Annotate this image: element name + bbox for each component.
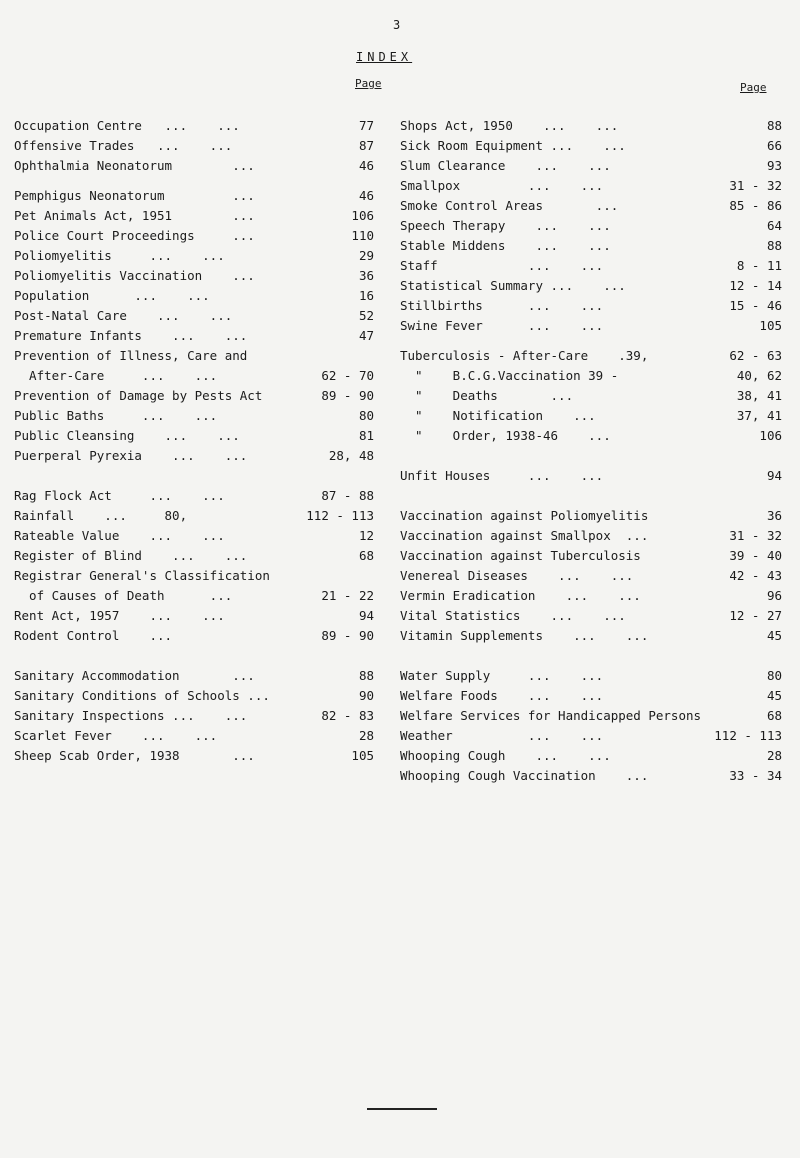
entry-page: 87 xyxy=(358,138,374,153)
entry-text: Offensive Trades ... ... xyxy=(14,138,233,153)
index-entry xyxy=(400,428,782,444)
entry-text: Vaccination against Poliomyelitis xyxy=(400,508,649,523)
index-entry xyxy=(400,198,782,214)
entry-text: Whooping Cough ... ... xyxy=(400,748,611,763)
index-entry xyxy=(14,388,374,404)
entry-page: 80 xyxy=(358,408,374,423)
entry-page: 52 xyxy=(358,308,374,323)
entry-page: 106 xyxy=(351,208,374,223)
entry-page: 94 xyxy=(766,468,782,483)
entry-page: 64 xyxy=(766,218,782,233)
index-entry xyxy=(14,748,374,764)
entry-page: 40, 62 xyxy=(736,368,782,383)
entry-page: 62 - 63 xyxy=(729,348,782,363)
index-entry xyxy=(400,468,782,484)
index-entry xyxy=(14,608,374,624)
index-entry xyxy=(14,308,374,324)
entry-text: Slum Clearance ... ... xyxy=(400,158,611,173)
index-entry xyxy=(14,628,374,644)
entry-page: 94 xyxy=(358,608,374,623)
entry-text: Rainfall ... 80, xyxy=(14,508,188,523)
entry-text: Venereal Diseases ... ... xyxy=(400,568,634,583)
entry-page: 39 - 40 xyxy=(729,548,782,563)
entry-page: 62 - 70 xyxy=(321,368,374,383)
entry-page: 88 xyxy=(766,238,782,253)
entry-text: Police Court Proceedings ... xyxy=(14,228,255,243)
index-entry xyxy=(14,708,374,724)
index-entry xyxy=(400,728,782,744)
entry-page: 36 xyxy=(358,268,374,283)
index-entry xyxy=(400,768,782,784)
entry-page: 21 - 22 xyxy=(321,588,374,603)
entry-text: Public Baths ... ... xyxy=(14,408,218,423)
index-entry xyxy=(14,528,374,544)
entry-text: Pemphigus Neonatorum ... xyxy=(14,188,255,203)
entry-page: 68 xyxy=(766,708,782,723)
entry-text: Stable Middens ... ... xyxy=(400,238,611,253)
entry-text: Welfare Services for Handicapped Persons xyxy=(400,708,702,723)
entry-text: Occupation Centre ... ... xyxy=(14,118,240,133)
entry-page: 105 xyxy=(351,748,374,763)
entry-page: 12 - 27 xyxy=(729,608,782,623)
index-entry xyxy=(400,318,782,334)
index-entry xyxy=(14,488,374,504)
entry-text: Rateable Value ... ... xyxy=(14,528,225,543)
index-entry xyxy=(14,118,374,134)
page-number: 3 xyxy=(393,18,401,32)
entry-text: Welfare Foods ... ... xyxy=(400,688,604,703)
entry-text: Premature Infants ... ... xyxy=(14,328,248,343)
entry-text: Vaccination against Tuberculosis xyxy=(400,548,641,563)
index-entry xyxy=(400,298,782,314)
entry-text: Public Cleansing ... ... xyxy=(14,428,240,443)
entry-page: 81 xyxy=(358,428,374,443)
entry-text: Weather ... ... xyxy=(400,728,604,743)
index-entry xyxy=(14,428,374,444)
index-entry xyxy=(14,508,374,524)
index-entry xyxy=(400,668,782,684)
entry-text: Prevention of Damage by Pests Act xyxy=(14,388,263,403)
entry-text: Tuberculosis - After-Care .39, xyxy=(400,348,649,363)
entry-text: " B.C.G.Vaccination 39 - xyxy=(400,368,619,383)
index-entry xyxy=(400,528,782,544)
index-entry xyxy=(14,688,374,704)
index-entry xyxy=(14,548,374,564)
entry-page: 47 xyxy=(358,328,374,343)
entry-text: Swine Fever ... ... xyxy=(400,318,604,333)
entry-page: 89 - 90 xyxy=(321,628,374,643)
entry-page: 80 xyxy=(766,668,782,683)
bottom-divider xyxy=(367,1108,437,1110)
entry-page: 89 - 90 xyxy=(321,388,374,403)
index-entry xyxy=(400,348,782,364)
entry-text: Ophthalmia Neonatorum ... xyxy=(14,158,255,173)
index-entry xyxy=(400,258,782,274)
entry-page: 15 - 46 xyxy=(729,298,782,313)
entry-page: 93 xyxy=(766,158,782,173)
index-entry xyxy=(14,408,374,424)
entry-text: Shops Act, 1950 ... ... xyxy=(400,118,619,133)
index-entry xyxy=(400,608,782,624)
entry-text: Poliomyelitis Vaccination ... xyxy=(14,268,255,283)
entry-page: 31 - 32 xyxy=(729,178,782,193)
entry-text: " Deaths ... xyxy=(400,388,574,403)
entry-text: Sheep Scab Order, 1938 ... xyxy=(14,748,255,763)
index-entry xyxy=(14,158,374,174)
entry-text: Pet Animals Act, 1951 ... xyxy=(14,208,255,223)
index-entry xyxy=(400,218,782,234)
entry-page: 85 - 86 xyxy=(729,198,782,213)
entry-text: Register of Blind ... ... xyxy=(14,548,248,563)
entry-page: 45 xyxy=(766,628,782,643)
index-entry xyxy=(14,668,374,684)
entry-text: Statistical Summary ... ... xyxy=(400,278,626,293)
index-entry xyxy=(400,508,782,524)
index-entry xyxy=(400,368,782,384)
entry-text: After-Care ... ... xyxy=(14,368,218,383)
index-entry xyxy=(400,118,782,134)
entry-text: Sanitary Conditions of Schools ... xyxy=(14,688,270,703)
right-page-column-header: Page xyxy=(740,81,767,94)
entry-text: Registrar General's Classification xyxy=(14,568,270,583)
entry-text: Poliomyelitis ... ... xyxy=(14,248,225,263)
index-title: INDEX xyxy=(356,50,413,64)
index-entry xyxy=(400,688,782,704)
entry-text: Smoke Control Areas ... xyxy=(400,198,619,213)
entry-page: 112 - 113 xyxy=(714,728,782,743)
index-entry xyxy=(400,548,782,564)
index-entry xyxy=(14,368,374,384)
entry-page: 88 xyxy=(766,118,782,133)
entry-page: 46 xyxy=(358,158,374,173)
entry-page: 36 xyxy=(766,508,782,523)
entry-page: 90 xyxy=(358,688,374,703)
entry-page: 12 - 14 xyxy=(729,278,782,293)
entry-page: 66 xyxy=(766,138,782,153)
entry-text: Sanitary Accommodation ... xyxy=(14,668,255,683)
index-entry xyxy=(14,288,374,304)
entry-page: 88 xyxy=(358,668,374,683)
entry-page: 112 - 113 xyxy=(306,508,374,523)
index-entry xyxy=(400,278,782,294)
entry-page: 42 - 43 xyxy=(729,568,782,583)
index-entry xyxy=(400,588,782,604)
index-entry xyxy=(14,328,374,344)
entry-page: 31 - 32 xyxy=(729,528,782,543)
entry-text: of Causes of Death ... xyxy=(14,588,233,603)
entry-text: Whooping Cough Vaccination ... xyxy=(400,768,649,783)
index-entry xyxy=(400,178,782,194)
entry-page: 77 xyxy=(358,118,374,133)
index-entry xyxy=(14,348,374,364)
entry-text: " Order, 1938-46 ... xyxy=(400,428,611,443)
index-entry xyxy=(400,708,782,724)
entry-page: 87 - 88 xyxy=(321,488,374,503)
index-entry xyxy=(400,748,782,764)
entry-text: " Notification ... xyxy=(400,408,596,423)
entry-text: Vermin Eradication ... ... xyxy=(400,588,641,603)
index-entry xyxy=(400,238,782,254)
entry-text: Vital Statistics ... ... xyxy=(400,608,626,623)
entry-page: 110 xyxy=(351,228,374,243)
entry-page: 16 xyxy=(358,288,374,303)
entry-text: Rent Act, 1957 ... ... xyxy=(14,608,225,623)
entry-page: 82 - 83 xyxy=(321,708,374,723)
entry-page: 8 - 11 xyxy=(736,258,782,273)
index-entry xyxy=(14,188,374,204)
index-entry xyxy=(14,728,374,744)
index-entry xyxy=(400,158,782,174)
entry-text: Staff ... ... xyxy=(400,258,604,273)
entry-page: 68 xyxy=(358,548,374,563)
entry-text: Population ... ... xyxy=(14,288,210,303)
entry-page: 33 - 34 xyxy=(729,768,782,783)
entry-page: 105 xyxy=(759,318,782,333)
index-entry xyxy=(14,138,374,154)
entry-text: Smallpox ... ... xyxy=(400,178,604,193)
entry-page: 28 xyxy=(766,748,782,763)
index-entry xyxy=(14,228,374,244)
index-entry xyxy=(400,628,782,644)
index-entry xyxy=(14,568,374,584)
entry-text: Speech Therapy ... ... xyxy=(400,218,611,233)
entry-text: Vaccination against Smallpox ... xyxy=(400,528,649,543)
entry-page: 106 xyxy=(759,428,782,443)
index-entry xyxy=(14,248,374,264)
entry-page: 28 xyxy=(358,728,374,743)
left-page-column-header: Page xyxy=(355,77,382,90)
entry-page: 46 xyxy=(358,188,374,203)
entry-text: Sick Room Equipment ... ... xyxy=(400,138,626,153)
entry-page: 45 xyxy=(766,688,782,703)
entry-text: Post-Natal Care ... ... xyxy=(14,308,233,323)
index-entry xyxy=(14,268,374,284)
index-entry xyxy=(14,448,374,464)
index-entry xyxy=(14,208,374,224)
entry-text: Sanitary Inspections ... ... xyxy=(14,708,248,723)
entry-page: 38, 41 xyxy=(736,388,782,403)
index-entry xyxy=(400,138,782,154)
entry-page: 28, 48 xyxy=(328,448,374,463)
entry-text: Vitamin Supplements ... ... xyxy=(400,628,649,643)
index-entry xyxy=(400,568,782,584)
entry-text: Scarlet Fever ... ... xyxy=(14,728,218,743)
entry-text: Water Supply ... ... xyxy=(400,668,604,683)
entry-page: 37, 41 xyxy=(736,408,782,423)
entry-page: 96 xyxy=(766,588,782,603)
index-entry xyxy=(400,388,782,404)
index-entry xyxy=(14,588,374,604)
entry-page: 29 xyxy=(358,248,374,263)
entry-text: Rag Flock Act ... ... xyxy=(14,488,225,503)
entry-text: Stillbirths ... ... xyxy=(400,298,604,313)
index-entry xyxy=(400,408,782,424)
entry-text: Puerperal Pyrexia ... ... xyxy=(14,448,248,463)
entry-text: Prevention of Illness, Care and xyxy=(14,348,248,363)
entry-text: Rodent Control ... xyxy=(14,628,173,643)
entry-text: Unfit Houses ... ... xyxy=(400,468,604,483)
entry-page: 12 xyxy=(358,528,374,543)
